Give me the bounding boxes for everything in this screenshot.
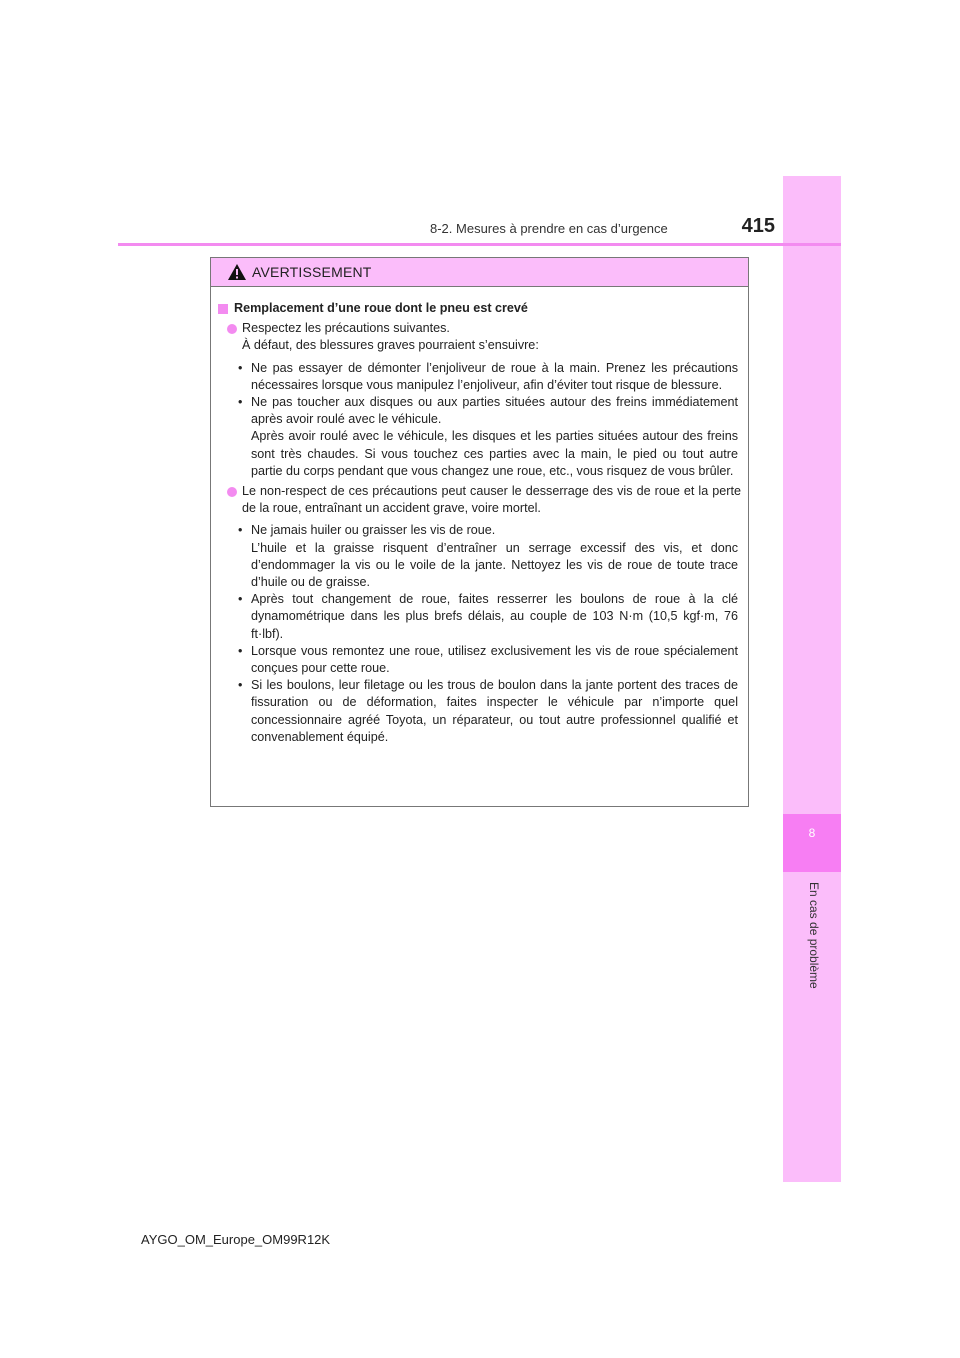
circle-bullet-icon: [227, 487, 237, 497]
bullet-dot-icon: •: [238, 678, 243, 693]
page-number: 415: [741, 215, 775, 237]
bullet-dot-icon: •: [238, 395, 243, 410]
list-item-text: Ne jamais huiler ou graisser les vis de roue.: [251, 523, 496, 538]
warning-box: [210, 257, 749, 807]
point-line: À défaut, des blessures graves pourraient s’ensuivre:: [242, 338, 539, 353]
precaution-point: [218, 483, 741, 517]
square-bullet-icon: [218, 304, 228, 314]
header-rule: [118, 243, 841, 246]
list-item-text: Ne pas essayer de démonter l’enjoliveur de roue à la main. Prenez les précautions nécessaires lorsque vous manipulez l’enjoliveur, afin d’éviter tout risque de blessure.: [251, 360, 738, 392]
chapter-side-tab: [783, 176, 841, 1182]
document-code: AYGO_OM_Europe_OM99R12K: [141, 1232, 331, 1247]
bullet-dot-icon: •: [238, 592, 243, 607]
point-line: Respectez les précautions suivantes.: [242, 321, 450, 336]
list-item-text: Si les boulons, leur filetage ou les trous de boulon dans la jante portent des traces de fissuration ou de déformation, faites inspecter le véhicule par n’importe quel concessionnaire agréé Toyota, un réparateur, ou tout autre professionnel qualifié et convenablement équipé.: [251, 678, 738, 744]
precaution-list: [218, 522, 741, 746]
list-item-text: Après tout changement de roue, faites resserrer les boulons de roue à la clé dynamométrique dans les plus brefs délais, au couple de 103 N·m (10,5 kgf·m, 76 ft·lbf).: [251, 592, 738, 641]
warning-heading: [218, 300, 741, 317]
point-line: Le non-respect de ces précautions peut causer le desserrage des vis de roue et la perte de la roue, entraînant un accident grave, voire mortel.: [242, 484, 741, 516]
precaution-point: [218, 320, 741, 354]
list-item-text: Lorsque vous remontez une roue, utilisez exclusivement les vis de roue spécialement conçues pour cette roue.: [251, 643, 738, 676]
warning-body: [211, 287, 748, 746]
list-item: [218, 360, 741, 394]
warning-heading-text: Remplacement d’une roue dont le pneu est crevé: [234, 301, 528, 315]
list-item-text: Après avoir roulé avec le véhicule, les disques et les parties situées autour des freins sont très chaudes. Si vous touchez ces parties avec la main, le pied ou tout autre partie du corps pendant que vous changez une roue, etc., vous risquez de vous brûler.: [251, 429, 738, 478]
warning-header: [211, 258, 748, 287]
circle-bullet-icon: [227, 324, 237, 334]
list-item: [218, 522, 741, 591]
list-item: [218, 591, 741, 643]
list-item-text: Ne pas toucher aux disques ou aux parties situées autour des freins immédiatement après avoir roulé avec le véhicule.: [251, 395, 738, 427]
bullet-dot-icon: •: [238, 360, 243, 375]
section-title: 8-2. Mesures à prendre en cas d’urgence: [430, 221, 668, 236]
list-item-text: L’huile et la graisse risquent d’entraîner un serrage excessif des vis, et donc d’endommager la vis ou le voile de la jante. Nettoyez les vis de roue de toute trace d’huile ou de graisse.: [251, 540, 738, 590]
active-chapter-marker: [783, 814, 841, 872]
bullet-dot-icon: •: [238, 643, 243, 658]
list-item: [218, 643, 741, 677]
precaution-list: [218, 360, 741, 480]
chapter-number: 8: [808, 826, 816, 840]
list-item: [218, 677, 741, 746]
chapter-title: En cas de problème: [807, 882, 821, 989]
bullet-dot-icon: •: [238, 523, 243, 538]
warning-triangle-icon: [227, 263, 247, 281]
warning-title: AVERTISSEMENT: [252, 264, 372, 280]
list-item: [218, 394, 741, 480]
